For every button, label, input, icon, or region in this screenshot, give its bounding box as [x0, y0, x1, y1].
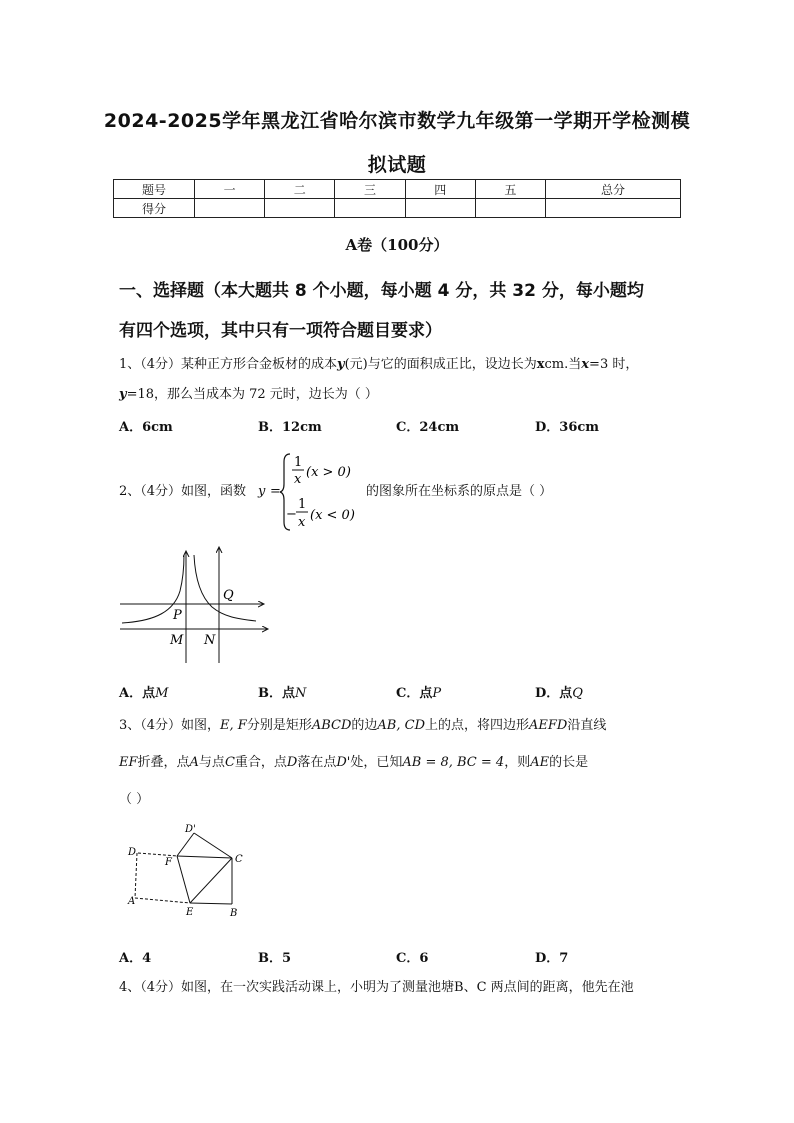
q3-label-a: A	[128, 896, 136, 907]
score-header-cell: 一	[195, 180, 265, 199]
score-header-cell: 四	[405, 180, 475, 199]
q3-line3: （ ）	[119, 792, 150, 807]
q2-piece1-den: x	[294, 472, 302, 487]
section1-heading-line1: 一、选择题（本大题共 8 个小题，每小题 4 分，共 32 分，每小题均	[119, 281, 644, 301]
score-cell[interactable]	[405, 199, 475, 218]
q1-var-x: x	[536, 357, 545, 372]
q2-piece2-num: 1	[298, 497, 307, 512]
q3-option-a[interactable]: A．4	[119, 951, 152, 966]
q3-label-d-prime: D'	[185, 824, 196, 835]
q2-option-a[interactable]: A．点M	[119, 686, 169, 701]
doc-title-line1: 2024-2025学年黑龙江省哈尔滨市数学九年级第一学期开学检测模	[103, 110, 691, 132]
q2-piece1-cond: (x > 0)	[306, 465, 351, 480]
q1-line1	[119, 355, 638, 375]
q1-prefix: 1、（4分）某种正方形合金板材的成本	[119, 357, 338, 372]
q1-var-y2: y	[119, 387, 127, 402]
score-header-cell: 二	[265, 180, 335, 199]
q1-var-x2: x	[581, 357, 590, 372]
score-cell[interactable]	[265, 199, 335, 218]
q1-option-d[interactable]: D．36cm	[535, 420, 600, 435]
q2-piece2-sign: −	[286, 507, 297, 522]
q4-line1: 4、（4分）如图，在一次实践活动课上，小明为了测量池塘B、C 两点间的距离，他先在池	[119, 980, 634, 995]
q2-var-y: y	[258, 484, 266, 499]
q1-var-y: y	[337, 357, 345, 372]
q2-prefix: 2、（4分）如图，函数	[119, 484, 247, 499]
q2-label-p: P	[173, 608, 182, 623]
q3-option-c[interactable]: C．6	[396, 951, 429, 966]
paper-a-heading: A卷（100分）	[345, 236, 449, 254]
q2-label-n: N	[204, 633, 216, 648]
q3-label-c: C	[235, 854, 243, 865]
q2-piece2-den: x	[298, 515, 306, 530]
q3-line2: EF折叠，点A与点C重合，点D落在点D'处，已知AB = 8, BC = 4，则AE的长是	[119, 755, 589, 770]
q1-mid2: cm.当	[544, 357, 582, 372]
score-header-cell: 题号	[114, 180, 195, 199]
q3-label-e: E	[186, 907, 194, 918]
q2-eq: =	[270, 484, 281, 499]
q3-figure	[122, 820, 252, 935]
q2-suffix: 的图象所在坐标系的原点是（ ）	[366, 484, 553, 499]
q3-label-f: F	[165, 857, 172, 868]
doc-title-line2: 拟试题	[367, 154, 427, 176]
q3-label-b: B	[230, 908, 238, 919]
section1-heading-line2: 有四个选项，其中只有一项符合题目要求）	[119, 321, 442, 341]
score-table-header-row	[114, 180, 681, 199]
score-header-cell: 五	[475, 180, 545, 199]
q2-piecewise-formula	[280, 450, 365, 535]
q1-option-a[interactable]: A．6cm	[119, 420, 173, 435]
score-cell[interactable]	[335, 199, 405, 218]
score-header-cell: 三	[335, 180, 405, 199]
score-row-label: 得分	[114, 199, 195, 218]
q2-option-b[interactable]: B．点N	[258, 686, 307, 701]
score-cell[interactable]	[475, 199, 545, 218]
score-cell[interactable]	[546, 199, 681, 218]
q2-piece2-cond: (x < 0)	[310, 508, 355, 523]
score-table	[113, 179, 681, 218]
q1-mid3: =3 时，	[589, 357, 639, 372]
q2-option-d[interactable]: D．点Q	[535, 686, 583, 701]
score-cell[interactable]	[195, 199, 265, 218]
q2-option-c[interactable]: C．点P	[396, 686, 442, 701]
q1-mid1: (元)与它的面积成正比，设边长为	[344, 357, 537, 372]
q3-label-d: D	[128, 847, 137, 858]
q2-figure	[116, 545, 276, 665]
score-table-score-row	[114, 199, 681, 218]
q1-line2-text: =18，那么当成本为 72 元时，边长为（ ）	[126, 387, 378, 402]
q1-option-b[interactable]: B．12cm	[258, 420, 322, 435]
q1-line2	[119, 385, 378, 405]
q2-label-m: M	[170, 633, 184, 648]
q1-option-c[interactable]: C．24cm	[396, 420, 460, 435]
q3-option-d[interactable]: D．7	[535, 951, 569, 966]
q2-label-q: Q	[223, 588, 234, 603]
q2-piece1-num: 1	[294, 455, 303, 470]
q3-option-b[interactable]: B．5	[258, 951, 292, 966]
q3-line1: 3、（4分）如图，E, F分别是矩形ABCD的边AB, CD上的点，将四边形AEFD沿直线	[119, 718, 607, 733]
score-header-cell: 总分	[546, 180, 681, 199]
